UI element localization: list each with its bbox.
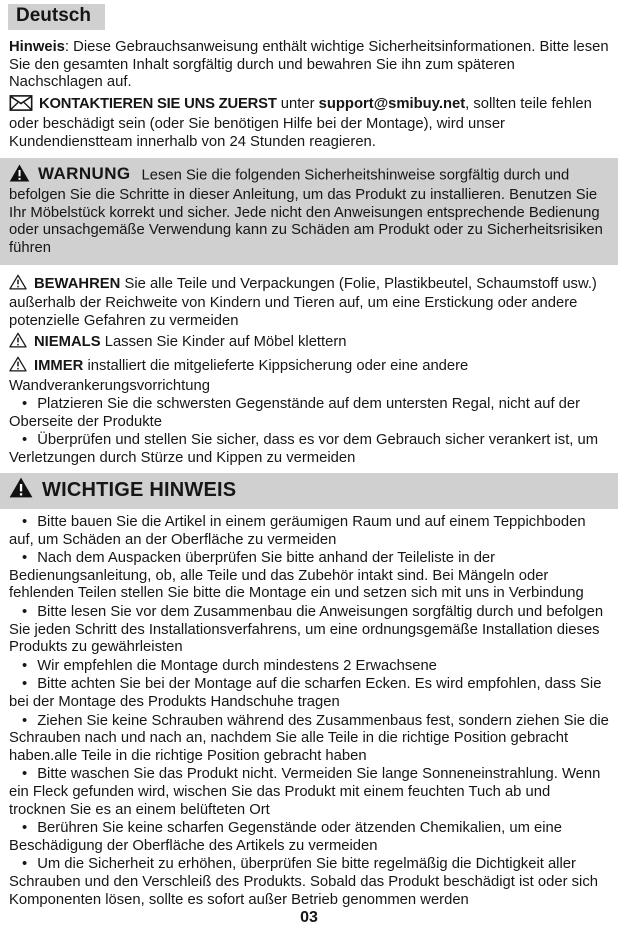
language-header [8,4,105,30]
contact-mid: unter [276,95,319,112]
envelope-icon [9,95,33,117]
important-bullet [9,713,609,766]
safety-note-label: NIEMALS [34,334,101,351]
contact-email: support@smibuy.net [318,95,466,112]
notice-paragraph [9,39,609,92]
important-bullet [9,856,609,909]
safety-note [9,332,609,354]
important-bullet-text: Nach dem Auspacken überprüfen Sie bitte anhand der Teileliste in der Bedienungsanleitung, ob, alle Teile und das Zubehör intakt sind. Bei Mängeln oder fehlenden Teilen stellen Sie bitte die Montage ein und setzen sich mit uns in Verbindung [9,550,584,602]
notice-text: : Diese Gebrauchsanweisung enthält wichtige Sicherheitsinformationen. Bitte lesen Sie den gesamten Inhalt sorgfältig durch und bewahren Sie ihn zum späteren Nachschlagen auf. [9,39,609,91]
safety-bullet [9,432,609,467]
contact-label: KONTAKTIEREN SIE UNS ZUERST [39,95,277,112]
important-notes-title: WICHTIGE HINWEIS [42,479,237,502]
important-bullet [9,766,609,819]
important-bullet [9,658,609,676]
safety-bullet-text: Platzieren Sie die schwersten Gegenstände auf dem untersten Regal, nicht auf der Oberseite der Produkte [9,396,581,430]
contact-rest: , sollten teile fehlen oder beschädigt sein (oder Sie benötigen Hilfe bei der Montage), wird unser Kundendienstteam innerhalb von 24 Stunden reagieren. [9,95,592,150]
warning-triangle-outline-icon [9,356,27,378]
important-bullet [9,550,609,603]
safety-note-label: BEWAHREN [34,275,121,292]
warning-triangle-outline-icon [9,274,27,296]
warning-paragraph [9,164,608,258]
warning-triangle-filled-icon [9,164,30,188]
important-bullet-text: Bitte lesen Sie vor dem Zusammenbau die Anweisungen sorgfältig durch und befolgen Sie jeden Schritt des Installationsverfahrens, um eine ordnungsgemäße Installation dieses Produkts zu gewährleisten [9,604,604,656]
important-bullet [9,820,609,855]
important-notes-header [0,473,618,509]
important-bullet-text: Bitte bauen Sie die Artikel in einem geräumigen Raum und auf einem Teppichboden auf, um Schäden an der Oberfläche zu vermeiden [9,514,586,548]
important-bullet-text: Wir empfehlen die Montage durch mindestens 2 Erwachsene [37,657,437,674]
important-bullet [9,604,609,657]
warning-triangle-filled-icon [9,477,33,504]
safety-note-label: IMMER [34,357,84,374]
safety-note-text: Sie alle Teile und Verpackungen (Folie, Plastikbeutel, Schaumstoff usw.) außerhalb der Reichweite von Kindern und Tieren auf, um eine Erstickung oder andere potenzielle Gefahren zu vermeiden [9,275,597,329]
safety-bullet-text: Überprüfen und stellen Sie sicher, dass es vor dem Gebrauch sicher verankert ist, um Verletzungen durch Stürze und Kippen zu vermeiden [9,432,599,466]
warning-text: Lesen Sie die folgenden Sicherheitshinweise sorgfältig durch und befolgen Sie die Schritte in dieser Anleitung, um das Produkt zu installieren. Benutzen Sie Ihr Möbelstück korrekt und sicher. Jede nicht den Anweisungen entsprechende Bedienung oder unsachgemäße Verwendung kann zu Schäden am Produkt oder zu Sicherheitsrisiken führen [9,167,603,256]
warning-box [0,158,618,265]
safety-bullet [9,396,609,431]
important-bullet-text: Bitte waschen Sie das Produkt nicht. Vermeiden Sie lange Sonneneinstrahlung. Wenn ein Fleck gefunden wird, wischen Sie das Produkt mit einem feuchten Tuch ab und trocknen Sie es an einem belüfteten Ort [9,766,601,818]
safety-note-text: Lassen Sie Kinder auf Möbel klettern [104,334,347,351]
important-bullet-text: Um die Sicherheit zu erhöhen, überprüfen Sie bitte regelmäßig die Dichtigkeit aller Schrauben und den Verschleiß des Produkts. Sobald das Produkt beschädigt ist oder sich Komponenten lösen, sollte es sofort außer Betrieb genommen werden [9,856,598,908]
safety-note [9,274,609,331]
warning-triangle-outline-icon [9,332,27,354]
important-bullet-text: Berühren Sie keine scharfen Gegenstände oder ätzenden Chemikalien, um eine Beschädigung der Oberfläche des Artikels zu vermeiden [9,820,562,854]
page-number: 03 [300,909,318,927]
important-bullet-text: Bitte achten Sie bei der Montage auf die scharfen Ecken. Es wird empfohlen, dass Sie bei der Montage des Produkts Handschuhe tragen [9,676,602,710]
language-label: Deutsch [16,5,91,26]
important-bullet [9,514,609,549]
contact-paragraph [9,95,609,152]
warning-title: WARNUNG [38,164,131,184]
safety-note-text: installiert die mitgelieferte Kippsicherung oder eine andere Wandverankerungsvorrichtung [9,357,469,394]
important-bullet-text: Ziehen Sie keine Schrauben während des Zusammenbaus fest, sondern ziehen Sie die Schrauben nach und nach an, nachdem Sie alle Teile in die richtige Position gebracht haben.alle Teile in die richtige Position gebracht haben [9,712,609,764]
safety-note [9,356,609,395]
notice-label: Hinweis [9,39,65,55]
important-bullet [9,676,609,711]
